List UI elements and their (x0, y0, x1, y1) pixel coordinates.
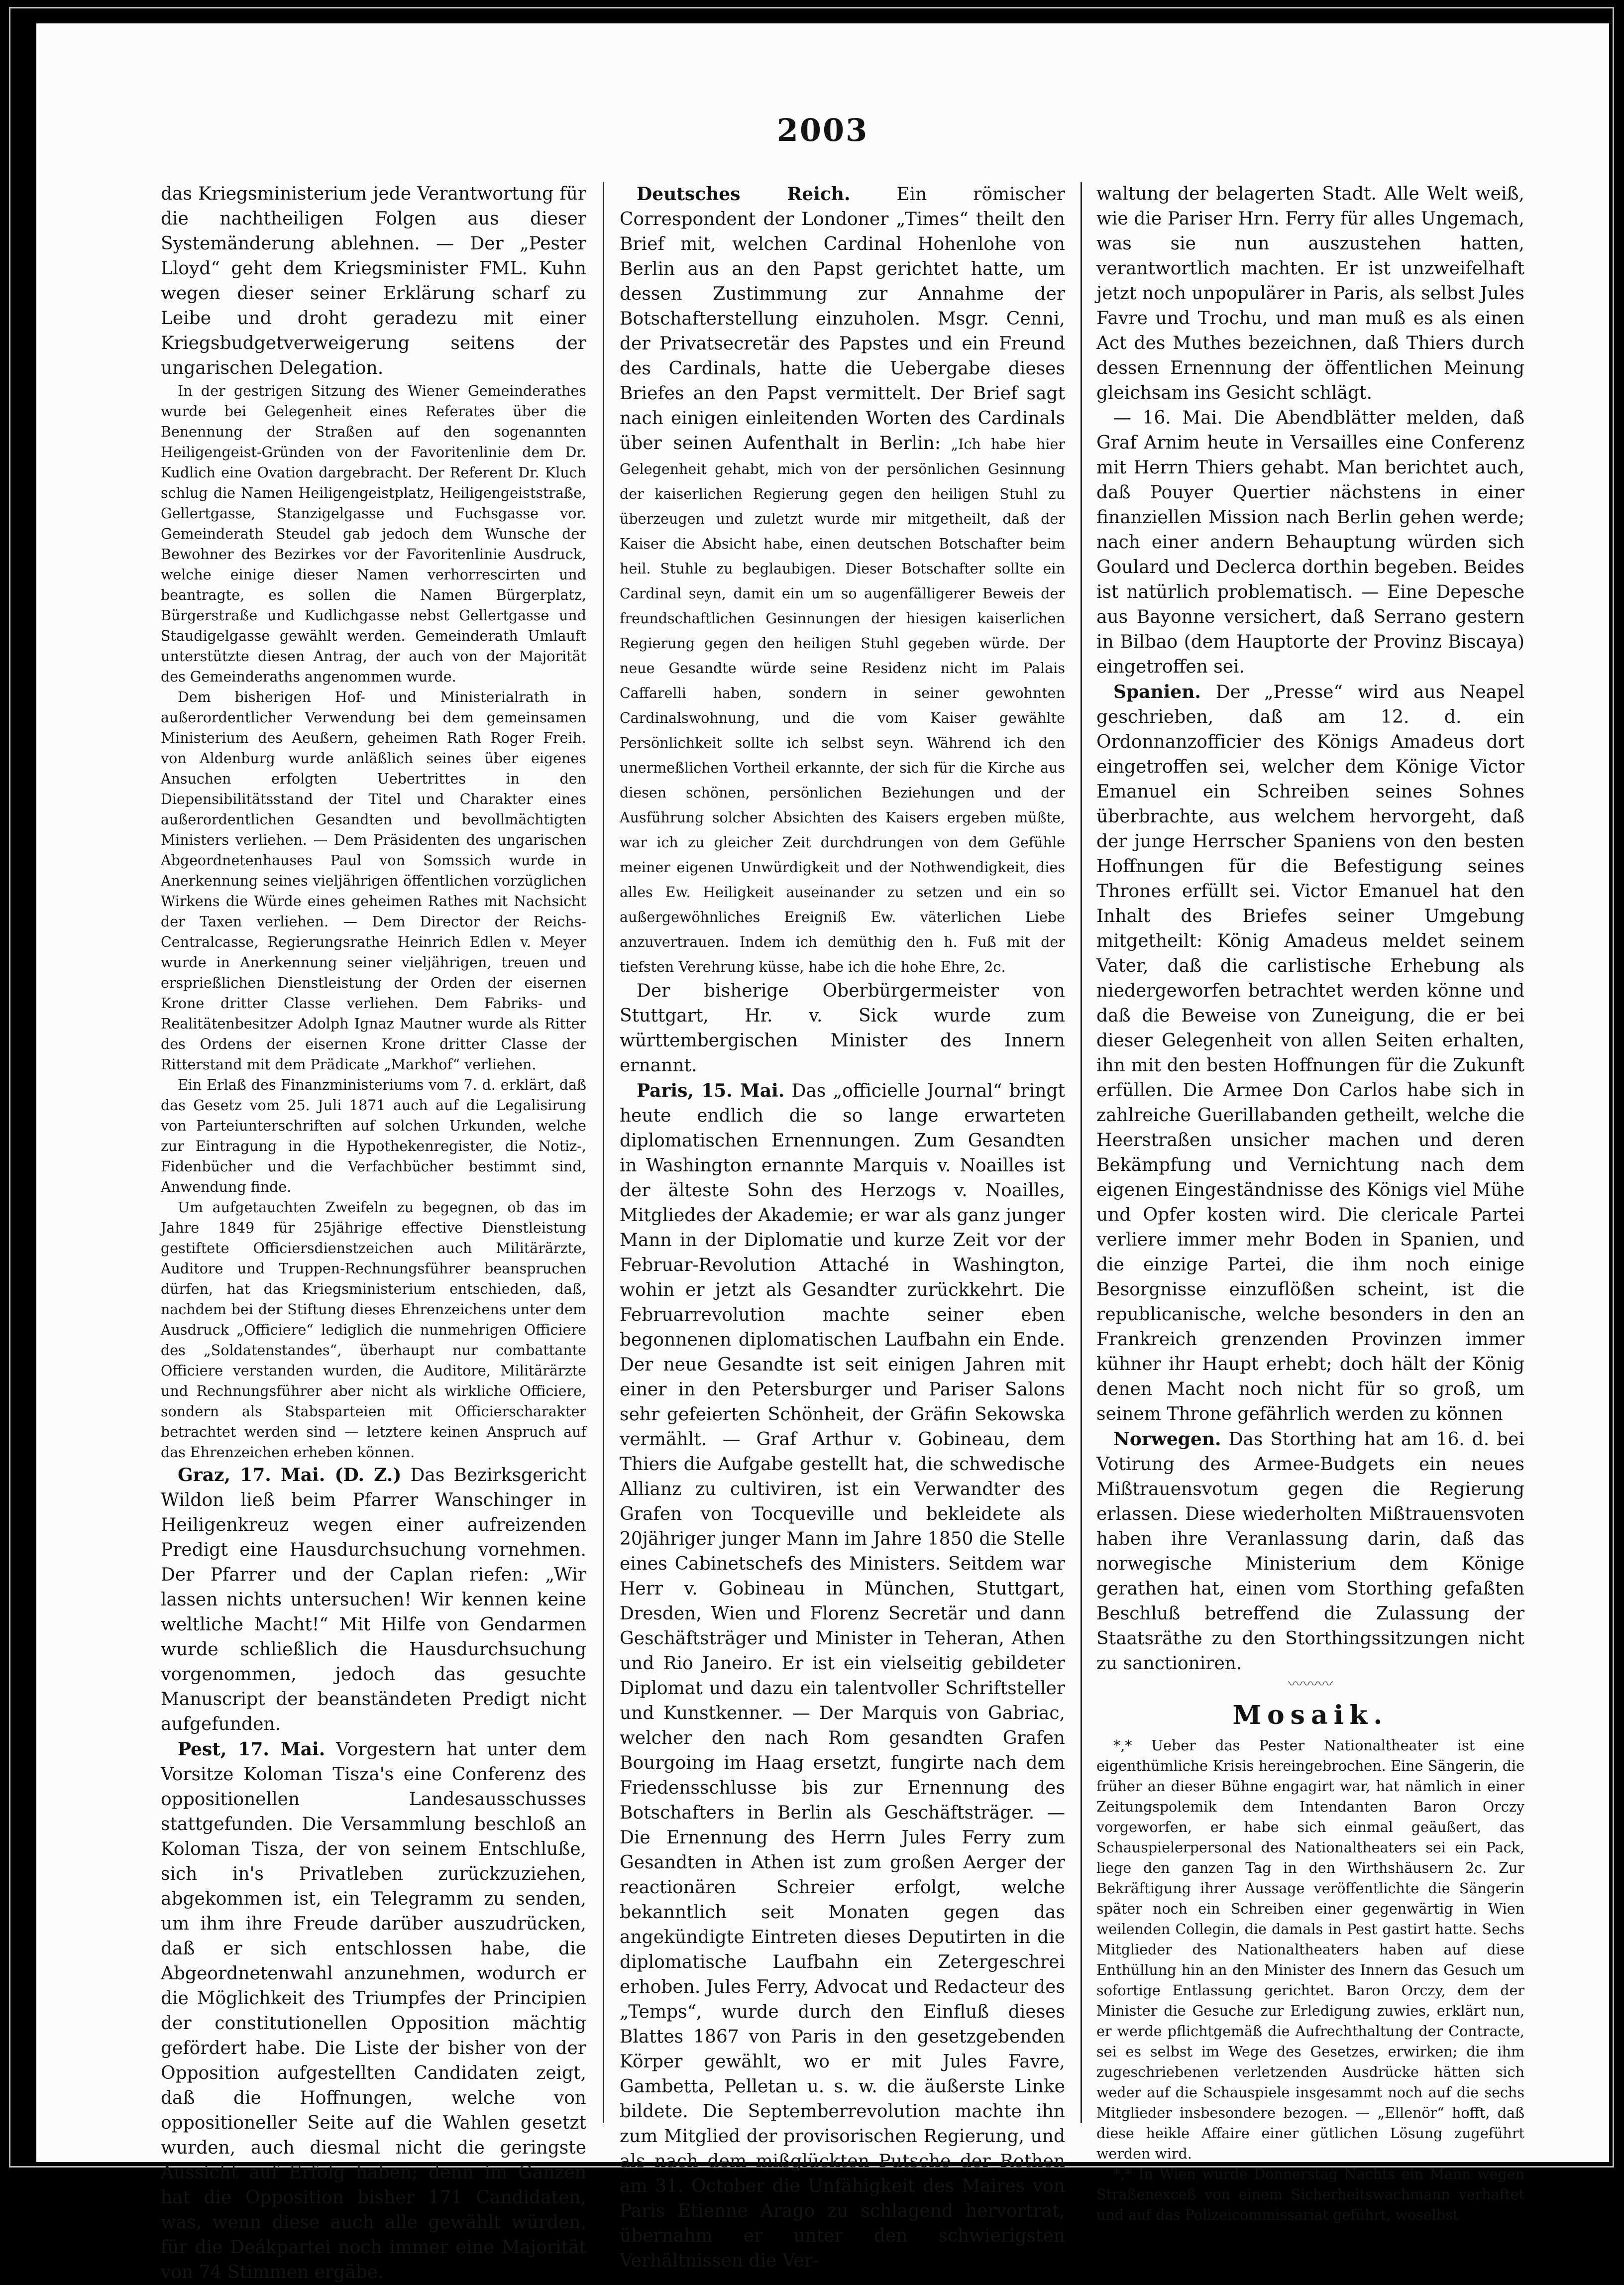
article-paris-continued: waltung der belagerten Stadt. Alle Welt weiß, wie die Pariser Hrn. Ferry für alles Ungemach, was sie nun auszustehen hatten, verantwortlich machten. Er ist unzweifelhaft jetzt noch unpopulärer in Paris, als selbst Jules Favre und Trochu, und man muß es als einen Act des Muthes bezeichnen, daß Thiers durch dessen Ernennung der öffentlichen Meinung gleichsam ins Gesicht schlägt. (1096, 184, 1524, 403)
dateline-spanien: Spanien. (1113, 682, 1201, 702)
article-deutsches-reich-quote: „Ich habe hier Gelegenheit gehabt, mich von der persönlichen Gesinnung der kaiserlichen Regierung gegen den heiligen Stuhl zu überzeugen und zuletzt wurde mir mitgetheilt, daß der Kaiser die Absicht habe, einen deutschen Botschafter beim heil. Stuhle zu beglaubigen. Dieser Botschafter sollte ein Cardinal seyn, damit ein um so augenfälligerer Beweis der freundschaftlichen Gesinnungen der hiesigen kaiserlichen Regierung gegen den heiligen Stuhl gegeben würde. Der neue Gesandte würde seine Residenz nicht im Palais Caffarelli haben, sondern in seiner gewohnten Cardinalswohnung, und die vom Kaiser gewählte Persönlichkeit sollte ich selbst seyn. Während ich den unermeßlichen Vortheil erkannte, der sich für die Kirche aus diesen schönen, persönlichen Beziehungen und der Ausführung solcher Absichten des Kaisers ergeben müßte, war ich zu gleicher Zeit durchdrungen von dem Gefühle meiner eigenen Unwürdigkeit und der Nothwendigkeit, dies alles Ew. Heiligkeit auseinander zu setzen und ein so außergewöhnliches Ereigniß Ew. väterlichen Liebe anzuvertrauen. Indem ich demüthig den h. Fuß mit der tiefsten Verehrung küsse, habe ich die hohe Ehre, 2c. (620, 436, 1066, 975)
column-1 (161, 182, 586, 2283)
article-norwegen-text: Das Storthing hat am 16. d. bei Votirung des Armee-Budgets ein neues Mißtrauensvotum gegen die Regierung erlassen. Diese wiederholten Mißtrauensvoten haben ihre Veranlassung darin, daß das norwegische Ministerium dem Könige gerathen hat, einen vom Storthing gefaßten Beschluß betreffend die Zulassung der Staatsräthe zu den Storthingssitzungen nicht zu sanctioniren. (1096, 1429, 1524, 1674)
dateline-pest: Pest, 17. Mai. (178, 1739, 325, 1760)
article-officiersdienstzeichen: Um aufgetauchten Zweifeln zu begegnen, ob das im Jahre 1849 für 25jährige effective Dienstleistung gestiftete Officiersdienstzeichen auch Militärärzte, Auditore und Truppen-Rechnungsführer beanspruchen dürfen, hat das Kriegsministerium entschieden, daß, nachdem bei der Stiftung dieses Ehrenzeichens unter dem Ausdruck „Officiere“ lediglich die nunmehrigen Officiere des „Soldatenstandes“, überhaupt nur combattante Officiere verstanden wurden, die Auditore, Militärärzte und Rechnungsführer aber nicht als wirkliche Officiere, sondern als Stabsparteien mit Officierscharakter betrachtet werden sind — letztere keinen Anspruch auf das Ehrenzeichen erheben können. (161, 1199, 586, 1461)
dateline-deutsches-reich: Deutsches Reich. (637, 184, 851, 205)
page-number: 2003 (776, 112, 869, 148)
article-spanien (1096, 680, 1524, 1427)
article-wiener-gemeinderath: In der gestrigen Sitzung des Wiener Gemeinderathes wurde bei Gelegenheit eines Referates über die Benennung der Straßen auf den sogenannten Heiligengeist-Gründen von der Favoritenlinie dem Dr. Kudlich eine Ovation dargebracht. Der Referent Dr. Kluch schlug die Namen Heiligengeistplatz, Heiligengeiststraße, Gellertgasse, Stanzigelgasse und Fuchsgasse vor. Gemeinderath Steudel gab jedoch dem Wunsche der Bewohner des Bezirkes vor der Favoritenlinie Ausdruck, welche einige dieser Namen verhorrescirten und beantragte, es sollen die Namen Bürgerplatz, Bürgerstraße und Kudlichgasse nebst Gellertgasse und Staudigelgasse gewählt werden. Gemeinderath Umlauft unterstützte diesen Antrag, der auch von der Majorität des Gemeinderaths angenommen wurde. (161, 383, 586, 685)
column-2 (620, 182, 1066, 2271)
article-wien-donnerstag: *,* In Wien wurde Donnerstag Nachts ein Mann wegen Straßenexceß von einem Sicherheitswachmann verhaftet und auf das Polizeicommissariat geführt, woselbst (1096, 2166, 1524, 2223)
column-3 (1096, 182, 1524, 2223)
article-stuttgart: Der bisherige Oberbürgermeister von Stuttgart, Hr. v. Sick wurde zum württembergischen Minister des Innern ernannt. (620, 981, 1065, 1076)
article-deutsches-reich-text: Ein römischer Correspondent der Londoner „Times“ theilt den Brief mit, welchen Cardinal Hohenlohe von Berlin aus an den Papst gerichtet hatte, um dessen Zustimmung zur Annahme der Botschafterstellung einzuholen. Msgr. Cenni, der Privatsecretär des Papstes und ein Freund des Cardinals, hatte die Uebergabe dieses Briefes an den Papst vermittelt. Der Brief sagt nach einigen einleitenden Worten des Cardinals über seinen Aufenthalt in Berlin: (620, 184, 1065, 454)
scan-frame (9, 7, 1614, 2283)
article-pester-nationaltheater: *,* Ueber das Pester Nationaltheater ist eine eigenthümliche Krisis hereingebrochen. Eine Sängerin, die früher an dieser Bühne engagirt war, hat nämlich in einer Zeitungspolemik dem Intendanten Baron Orczy vorgeworfen, er habe sich einmal geäußert, das Schauspielerpersonal des Nationaltheaters sei ein Pack, liege den ganzen Tag in den Wirthshäusern 2c. Zur Bekräftigung ihrer Aussage veröffentlichte die Sängerin später noch ein Schreiben einer gegenwärtig in Wien weilenden Collegin, die damals in Pest gastirt hatte. Sechs Mitglieder des Nationaltheaters haben auf diese Enthüllung hin an den Minister des Innern das Gesuch um sofortige Entlassung gerichtet. Baron Orczy, dem der Minister die Gesuche zur Erledigung zuwies, erklärt nun, er werde pflichtgemäß die Aufrechthaltung der Contracte, sei es selbst im Wege des Gesetzes, erwirken; die ihm zugeschriebenen verletzenden Ausdrücke hätten sich weder auf die Schauspiele insgesammt noch auf die sechs Mitglieder insbesondere bezogen. — „Ellenör“ hofft, daß diese heikle Affaire einer gütlichen Lösung zugeführt werden wird. (1096, 1737, 1524, 2162)
column-divider-2 (1081, 182, 1082, 2123)
article-pest-text: Vorgestern hat unter dem Vorsitze Koloman Tisza's eine Conferenz des oppositionellen Landesausschusses stattgefunden. Die Versammlung beschloß an Koloman Tisza, der von seinem Entschluße, sich in's Privatleben zurückzuziehen, abgekommen ist, ein Telegramm zu senden, um ihm ihre Freude darüber auszudrücken, daß er sich entschlossen habe, die Abgeordnetenwahl anzunehmen, wodurch er die Möglichkeit des Triumpfes der Principien der constitutionellen Opposition mächtig gefördert habe. Die Liste der bisher von der Opposition aufgestellten Candidaten zeigt, daß die Hoffnungen, welche von oppositioneller Seite auf die Wahlen gesetzt wurden, auch diesmal nicht die geringste Aussicht auf Erfolg haben; denn im Ganzen hat die Opposition bisher 171 Candidaten, was, wenn diese auch alle gewählt würden, für die Deákpartei noch immer eine Majorität von 74 Stimmen ergäbe. (161, 1739, 586, 2283)
article-paris-text: Das „officielle Journal“ bringt heute endlich die so lange erwarteten diplomatischen Ernennungen. Zum Gesandten in Washington ernannte Marquis v. Noailles ist der älteste Sohn des Herzogs v. Noailles, Mitgliedes der Akademie; er war als ganz junger Mann in der Diplomatie und kurze Zeit vor der Februar-Revolution Attaché in Washington, wohin er jetzt als Gesandter zurückkehrt. Die Februarrevolution machte seiner eben begonnenen diplomatischen Laufbahn ein Ende. Der neue Gesandte ist seit einigen Jahren mit einer in den Petersburger und Pariser Salons sehr gefeierten Schönheit, der Gräfin Sekowska vermählt. — Graf Arthur v. Gobineau, dem Thiers die Aufgabe gestellt hat, die schwedische Allianz zu cultiviren, ist ein Verwandter des Grafen von Tocqueville und bekleidete als 20jähriger junger Mann im Jahre 1850 die Stelle eines Cabinetschefs des Ministers. Seitdem war Herr v. Gobineau in München, Stuttgart, Dresden, Wien und Florenz Secretär und dann Geschäftsträger und Minister in Teheran, Athen und Rio Janeiro. Er ist ein vielseitig gebildeter Diplomat und dazu ein talentvoller Schriftsteller und Kunstkenner. — Der Marquis von Gabriac, welcher den nach Rom gesandten Grafen Bourgoing im Haag ersetzt, fungirte nach dem Friedensschlusse bis zur Ernennung des Botschafters in Berlin als Geschäftsträger. — Die Ernennung des Herrn Jules Ferry zum Gesandten in Athen ist zum großen Aerger der reactionären Schreier erfolgt, welche bekanntlich seit Monaten gegen das angekündigte Eintreten dieses Deputirten in die diplomatische Laufbahn ein Zetergeschrei erhoben. Jules Ferry, Advocat und Redacteur des „Temps“, wurde durch den Einfluß dieses Blattes 1867 von Paris in den gesetzgebenden Körper gewählt, wo er mit Jules Favre, Gambetta, Pelletan u. s. w. die äußerste Linke bildete. Die Septemberrevolution machte ihn zum Mitglied der provisorischen Regierung, und als nach dem mißglückten Putsche der Rothen am 31. October die Unfähigkeit des Maires von Paris Etienne Arago zu schlagend hervortrat, übernahm er unter den schwierigsten Verhältnissen die Ver- (620, 1081, 1065, 2271)
article-ordensverleihungen: Dem bisherigen Hof- und Ministerialrath in außerordentlicher Verwendung bei dem gemeinsamen Ministerium des Aeußern, geheimen Rath Roger Freih. von Aldenburg wurde anläßlich seines über eigenes Ansuchen erfolgten Uebertrittes in den Diepensibilitätsstand der Titel und Charakter eines außerordentlichen Gesandten und bevollmächtigten Ministers verliehen. — Dem Präsidenten des ungarischen Abgeordnetenhauses Paul von Somssich wurde in Anerkennung seines vieljährigen öffentlichen vorzüglichen Wirkens die Würde eines geheimen Rathes mit Nachsicht der Taxen verliehen. — Dem Director der Reichs-Centralcasse, Regierungsrathe Heinrich Edlen v. Meyer wurde in Anerkennung seiner vieljährigen, treuen und ersprießlichen Dienstleistung der Orden der eisernen Krone dritter Classe verliehen. Dem Fabriks- und Realitätenbesitzer Adolph Ignaz Mautner wurde als Ritter des Ordens der eisernen Krone dritter Classe der Ritterstand mit dem Prädicate „Markhof“ verliehen. (161, 689, 586, 1073)
article-paris-16-mai: — 16. Mai. Die Abendblätter melden, daß Graf Arnim heute in Versailles eine Conferenz mit Herrn Thiers gehabt. Man berichtet auch, daß Pouyer Quertier nächstens in einer finanziellen Mission nach Berlin gehen werde; nach einer andern Behauptung würden sich Goulard und Declerca dorthin begeben. Beides ist natürlich problematisch. — Eine Depesche aus Bayonne versichert, daß Serrano gestern in Bilbao (dem Hauptorte der Provinz Biscaya) eingetroffen sei. (1096, 408, 1524, 677)
article-kriegsministerium-end: das Kriegsministerium jede Verantwortung für die nachtheiligen Folgen aus dieser Systemänderung ablehnen. — Der „Pester Lloyd“ geht dem Kriegsminister FML. Kuhn wegen dieser seiner Erklärung scharf zu Leibe und droht geradezu mit einer Kriegsbudgetverweigerung seitens der ungarischen Delegation. (161, 184, 586, 378)
article-graz-text: Das Bezirksgericht Wildon ließ beim Pfarrer Wanschinger in Heiligenkreuz wegen einer aufreizenden Predigt eine Hausdurchsuchung vornehmen. Der Pfarrer und der Caplan riefen: „Wir lassen nichts untersuchen! Wir kennen keine weltliche Macht!“ Mit Hilfe von Gendarmen wurde schließlich die Hausdurchsuchung vorgenommen, jedoch das gesuchte Manuscript der beanständeten Predigt nicht aufgefunden. (161, 1465, 586, 1734)
section-ornament: 〰〰〰 (1288, 1676, 1333, 1693)
article-paris (620, 1078, 1065, 2274)
dateline-graz: Graz, 17. Mai. (D. Z.) (178, 1465, 402, 1485)
dateline-norwegen: Norwegen. (1113, 1429, 1221, 1450)
newspaper-page (36, 23, 1609, 2283)
article-norwegen (1096, 1427, 1524, 1676)
article-deutsches-reich (620, 182, 1065, 979)
article-graz (161, 1463, 586, 1737)
article-pest (161, 1737, 586, 2285)
section-title-mosaik: Mosaik. (1232, 1700, 1389, 1730)
article-finanzministerium-erlass: Ein Erlaß des Finanzministeriums vom 7. d. erklärt, daß das Gesetz vom 25. Juli 1871 auch auf die Legalisirung von Parteiunterschriften auf solchen Urkunden, welche zur Eintragung in die Hypothekenregister, die Notiz-, Fidenbücher und die Verfachbücher bestimmt sind, Anwendung finde. (161, 1077, 586, 1195)
dateline-paris: Paris, 15. Mai. (637, 1080, 785, 1101)
article-spanien-text: Der „Presse“ wird aus Neapel geschrieben, daß am 12. d. ein Ordonnanzofficier des Königs Amadeus dort eingetroffen sei, welcher dem Könige Victor Emanuel ein Schreiben seines Sohnes überbrachte, aus welchem hervorgeht, daß der junge Herrscher Spaniens von den besten Hoffnungen für die Befestigung seines Thrones erfüllt sei. Victor Emanuel hat den Inhalt des Briefes seiner Umgebung mitgetheilt: König Amadeus meldet seinem Vater, daß die carlistische Erhebung als niedergeworfen betrachtet werden könne und daß die Beweise von Zuneigung, die er bei dieser Gelegenheit von allen Seiten erhalten, ihn mit den besten Hoffnungen für die Zukunft erfüllen. Die Armee Don Carlos habe sich in zahlreiche Guerillabanden getheilt, welche die Heerstraßen unsicher machen und deren Bekämpfung und Vernichtung nach dem eigenen Eingeständnisse des Königs viel Mühe und Opfer kosten wird. Die clericale Partei verliere immer mehr Boden in Spanien, und die einzige Partei, die ihm noch einige Besorgnisse einzuflößen scheint, ist die republicanische, welche besonders in den an Frankreich grenzenden Provinzen immer kühner ihr Haupt erhebt; doch hält der König denen Macht noch nicht für so groß, um seinem Throne gefährlich werden zu können (1096, 682, 1524, 1424)
column-divider-1 (603, 182, 604, 2123)
